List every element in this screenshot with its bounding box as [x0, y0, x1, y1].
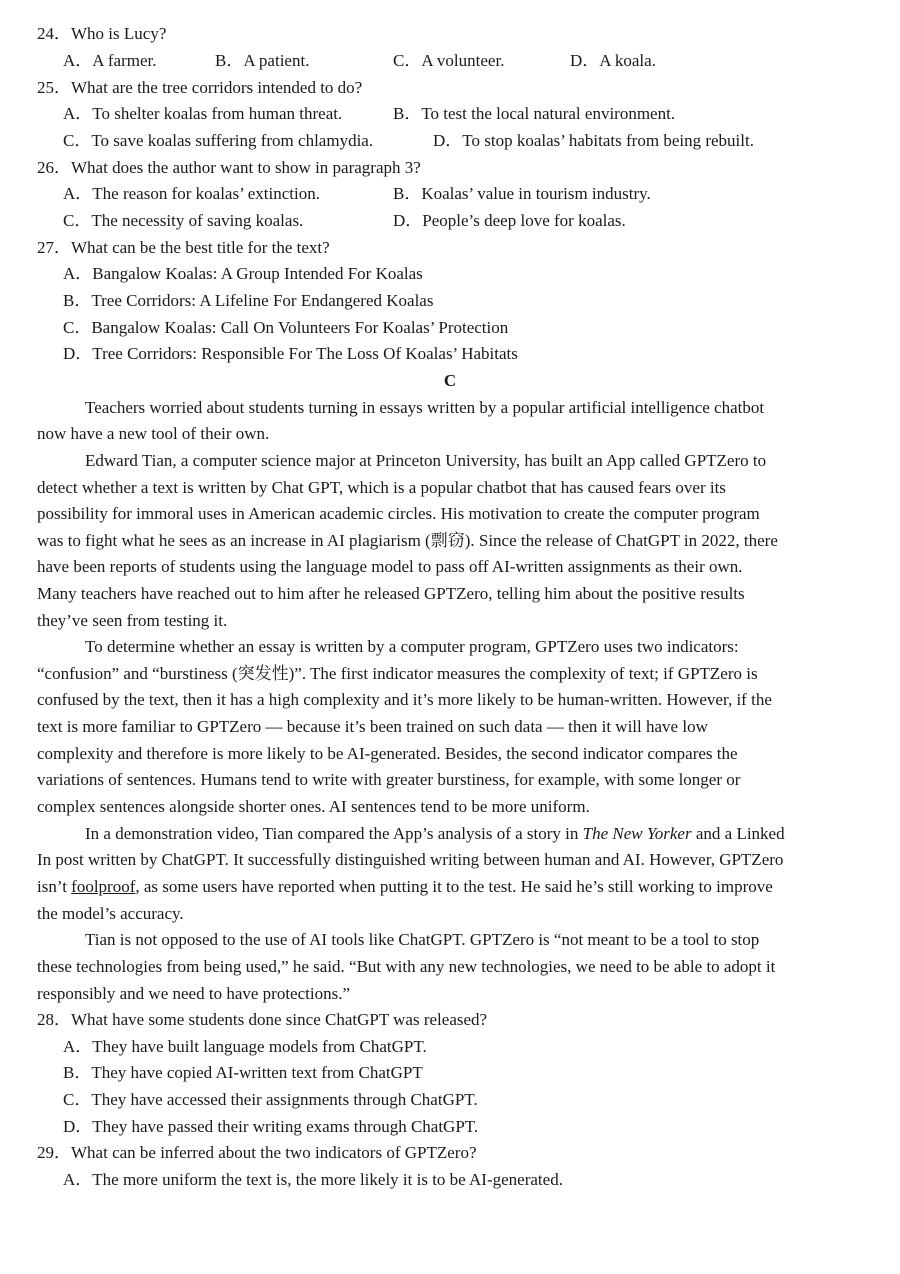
passage-p3-line: text is more familiar to GPTZero — because it’s been trained on such data — then it will have low: [37, 717, 708, 736]
passage-p4-line: In post written by ChatGPT. It successfully distinguished writing between human and AI. However, GPTZero: [37, 850, 784, 869]
question-25-option-d: D．To stop koalas’ habitats from being rebuilt.: [433, 131, 754, 150]
question-25-option-b: B．To test the local natural environment.: [393, 104, 676, 123]
question-25-stem: 25．What are the tree corridors intended to do?: [37, 78, 363, 97]
section-heading: C: [443, 371, 457, 390]
passage-p3-line: confused by the text, then it has a high complexity and it’s more likely to be human-written. However, if the: [37, 690, 772, 709]
passage-p5-line: Tian is not opposed to the use of AI tools like ChatGPT. GPTZero is “not meant to be a tool to stop: [85, 930, 760, 949]
question-24-option-d: D．A koala.: [570, 51, 656, 70]
question-24-option-b: B．A patient.: [215, 51, 310, 70]
passage-p5-line: these technologies from being used,” he said. “But with any new technologies, we need to be able to adopt it: [37, 957, 776, 976]
question-28-option-c: C．They have accessed their assignments through ChatGPT.: [63, 1090, 478, 1109]
passage-p3-line: variations of sentences. Humans tend to write with greater burstiness, for example, with some longer or: [37, 770, 741, 789]
question-27-option-c: C．Bangalow Koalas: Call On Volunteers For Koalas’ Protection: [63, 318, 509, 337]
question-28-option-d: D．They have passed their writing exams through ChatGPT.: [63, 1117, 479, 1136]
question-28-option-b: B．They have copied AI-written text from ChatGPT: [63, 1063, 423, 1082]
passage-p3-line: complex sentences alongside shorter ones. AI sentences tend to be more uniform.: [37, 797, 590, 816]
question-24-stem: 24．Who is Lucy?: [37, 24, 167, 43]
question-27-option-a: A．Bangalow Koalas: A Group Intended For Koalas: [63, 264, 423, 283]
question-26-option-b: B．Koalas’ value in tourism industry.: [393, 184, 651, 203]
passage-p4-line: [37, 877, 773, 897]
question-29-stem: 29．What can be inferred about the two indicators of GPTZero?: [37, 1143, 477, 1162]
passage-p3-line: “confusion” and “burstiness (突发性)”. The first indicator measures the complexity of text; if GPTZero is: [37, 664, 758, 683]
question-25-option-c: C．To save koalas suffering from chlamydia.: [63, 131, 374, 150]
passage-p2-line: Edward Tian, a computer science major at Princeton University, has built an App called GPTZero to: [85, 451, 767, 470]
question-27-option-d: D．Tree Corridors: Responsible For The Loss Of Koalas’ Habitats: [63, 344, 518, 363]
question-24-option-c: C．A volunteer.: [393, 51, 505, 70]
passage-p4-text: , as some users have reported when putting it to the test. He said he’s still working to improve: [135, 877, 773, 896]
question-26-stem: 26．What does the author want to show in paragraph 3?: [37, 158, 421, 177]
question-24-option-a: A．A farmer.: [63, 51, 157, 70]
passage-p4-text: isn’t: [37, 877, 72, 896]
passage-p2-line: was to fight what he sees as an increase in AI plagiarism (剽窃). Since the release of ChatGPT in 2022, there: [37, 531, 778, 550]
passage-p2-line: Many teachers have reached out to him after he released GPTZero, telling him about the positive results: [37, 584, 745, 603]
passage-p5-line: responsibly and we need to have protections.”: [37, 984, 350, 1003]
question-27-stem: 27．What can be the best title for the text?: [37, 238, 330, 257]
question-27-option-b: B．Tree Corridors: A Lifeline For Endangered Koalas: [63, 291, 434, 310]
publication-title: The New Yorker: [582, 824, 692, 843]
question-25-option-a: A．To shelter koalas from human threat.: [63, 104, 343, 123]
passage-p2-line: detect whether a text is written by Chat GPT, which is a popular chatbot that has caused fears over its: [37, 478, 726, 497]
passage-p1-line: now have a new tool of their own.: [37, 424, 270, 443]
question-29-option-a: A．The more uniform the text is, the more likely it is to be AI-generated.: [63, 1170, 563, 1189]
passage-p1-line: Teachers worried about students turning in essays written by a popular artificial intelligence chatbot: [85, 398, 765, 417]
question-26-option-c: C．The necessity of saving koalas.: [63, 211, 304, 230]
passage-p2-line: they’ve seen from testing it.: [37, 611, 228, 630]
passage-p3-line: To determine whether an essay is written by a computer program, GPTZero uses two indicators:: [85, 637, 739, 656]
underlined-word: foolproof: [71, 877, 136, 896]
passage-p4-line: [85, 824, 785, 844]
passage-p2-line: possibility for immoral uses in American academic circles. His motivation to create the computer program: [37, 504, 760, 523]
question-28-stem: 28．What have some students done since ChatGPT was released?: [37, 1010, 488, 1029]
passage-p2-line: have been reports of students using the language model to pass off AI-written assignments as their own.: [37, 557, 743, 576]
passage-p4-line: the model’s accuracy.: [37, 904, 184, 923]
passage-p4-text: In a demonstration video, Tian compared the App’s analysis of a story in: [85, 824, 583, 843]
question-26-option-d: D．People’s deep love for koalas.: [393, 211, 626, 230]
passage-p4-text: and a Linked: [691, 824, 785, 843]
question-28-option-a: A．They have built language models from ChatGPT.: [63, 1037, 427, 1056]
passage-p3-line: complexity and therefore is more likely to be AI-generated. Besides, the second indicator compares the: [37, 744, 738, 763]
question-26-option-a: A．The reason for koalas’ extinction.: [63, 184, 320, 203]
